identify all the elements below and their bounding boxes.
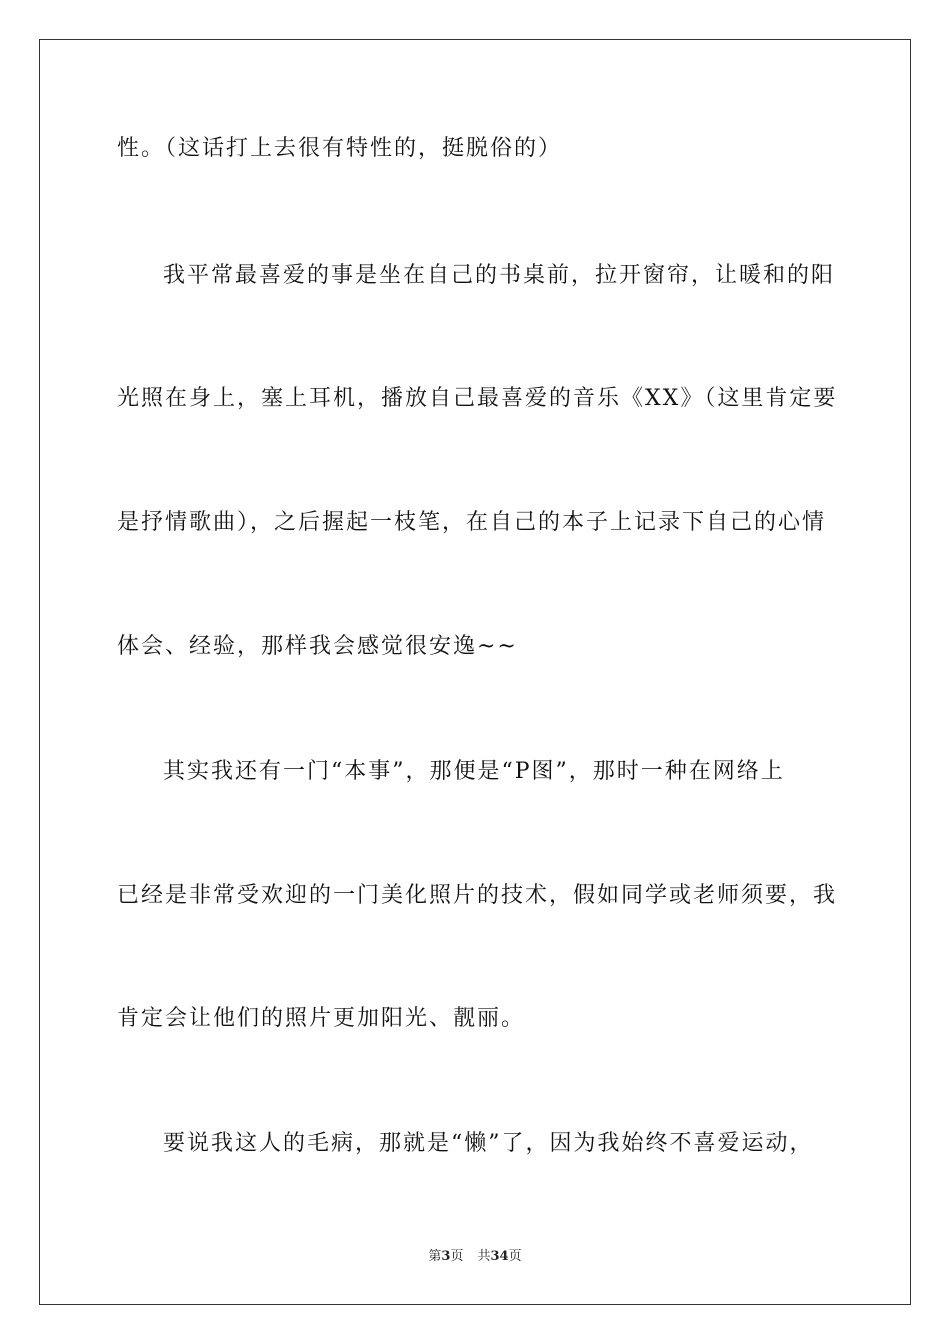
paragraph-line-4: 是抒情歌曲），之后握起一枝笔，在自己的本子上记录下自己的心情: [117, 510, 827, 535]
footer-prefix: 第: [428, 1249, 442, 1264]
page-border: [39, 39, 911, 1305]
paragraph-line-9: 要说我这人的毛病，那就是“懒”了，因为我始终不喜爱运动，: [163, 1131, 814, 1156]
footer-total-prefix: 共: [477, 1249, 491, 1264]
paragraph-line-5: 体会、经验，那样我会感觉很安逸~~: [117, 634, 518, 659]
page-footer: [0, 1248, 950, 1266]
paragraph-line-8: 肯定会让他们的照片更加阳光、靓丽。: [117, 1006, 526, 1031]
paragraph-line-2: 我平常最喜爱的事是坐在自己的书桌前，拉开窗帘，让暖和的阳: [163, 263, 836, 288]
paragraph-line-1: 性。（这话打上去很有特性的，挺脱俗的）: [117, 136, 563, 161]
current-page-number: 3: [441, 1249, 451, 1264]
paragraph-line-7: 已经是非常受欢迎的一门美化照片的技术，假如同学或老师须要，我: [117, 883, 838, 908]
paragraph-line-3: 光照在身上，塞上耳机，播放自己最喜爱的音乐《XX》（这里肯定要: [117, 386, 838, 411]
paragraph-line-6: 其实我还有一门“本事”，那便是“P图”，那时一种在网络上: [163, 759, 785, 784]
total-page-count: 34: [490, 1249, 509, 1264]
footer-page-suffix: 页: [450, 1249, 464, 1264]
footer-total-suffix: 页: [508, 1249, 522, 1264]
